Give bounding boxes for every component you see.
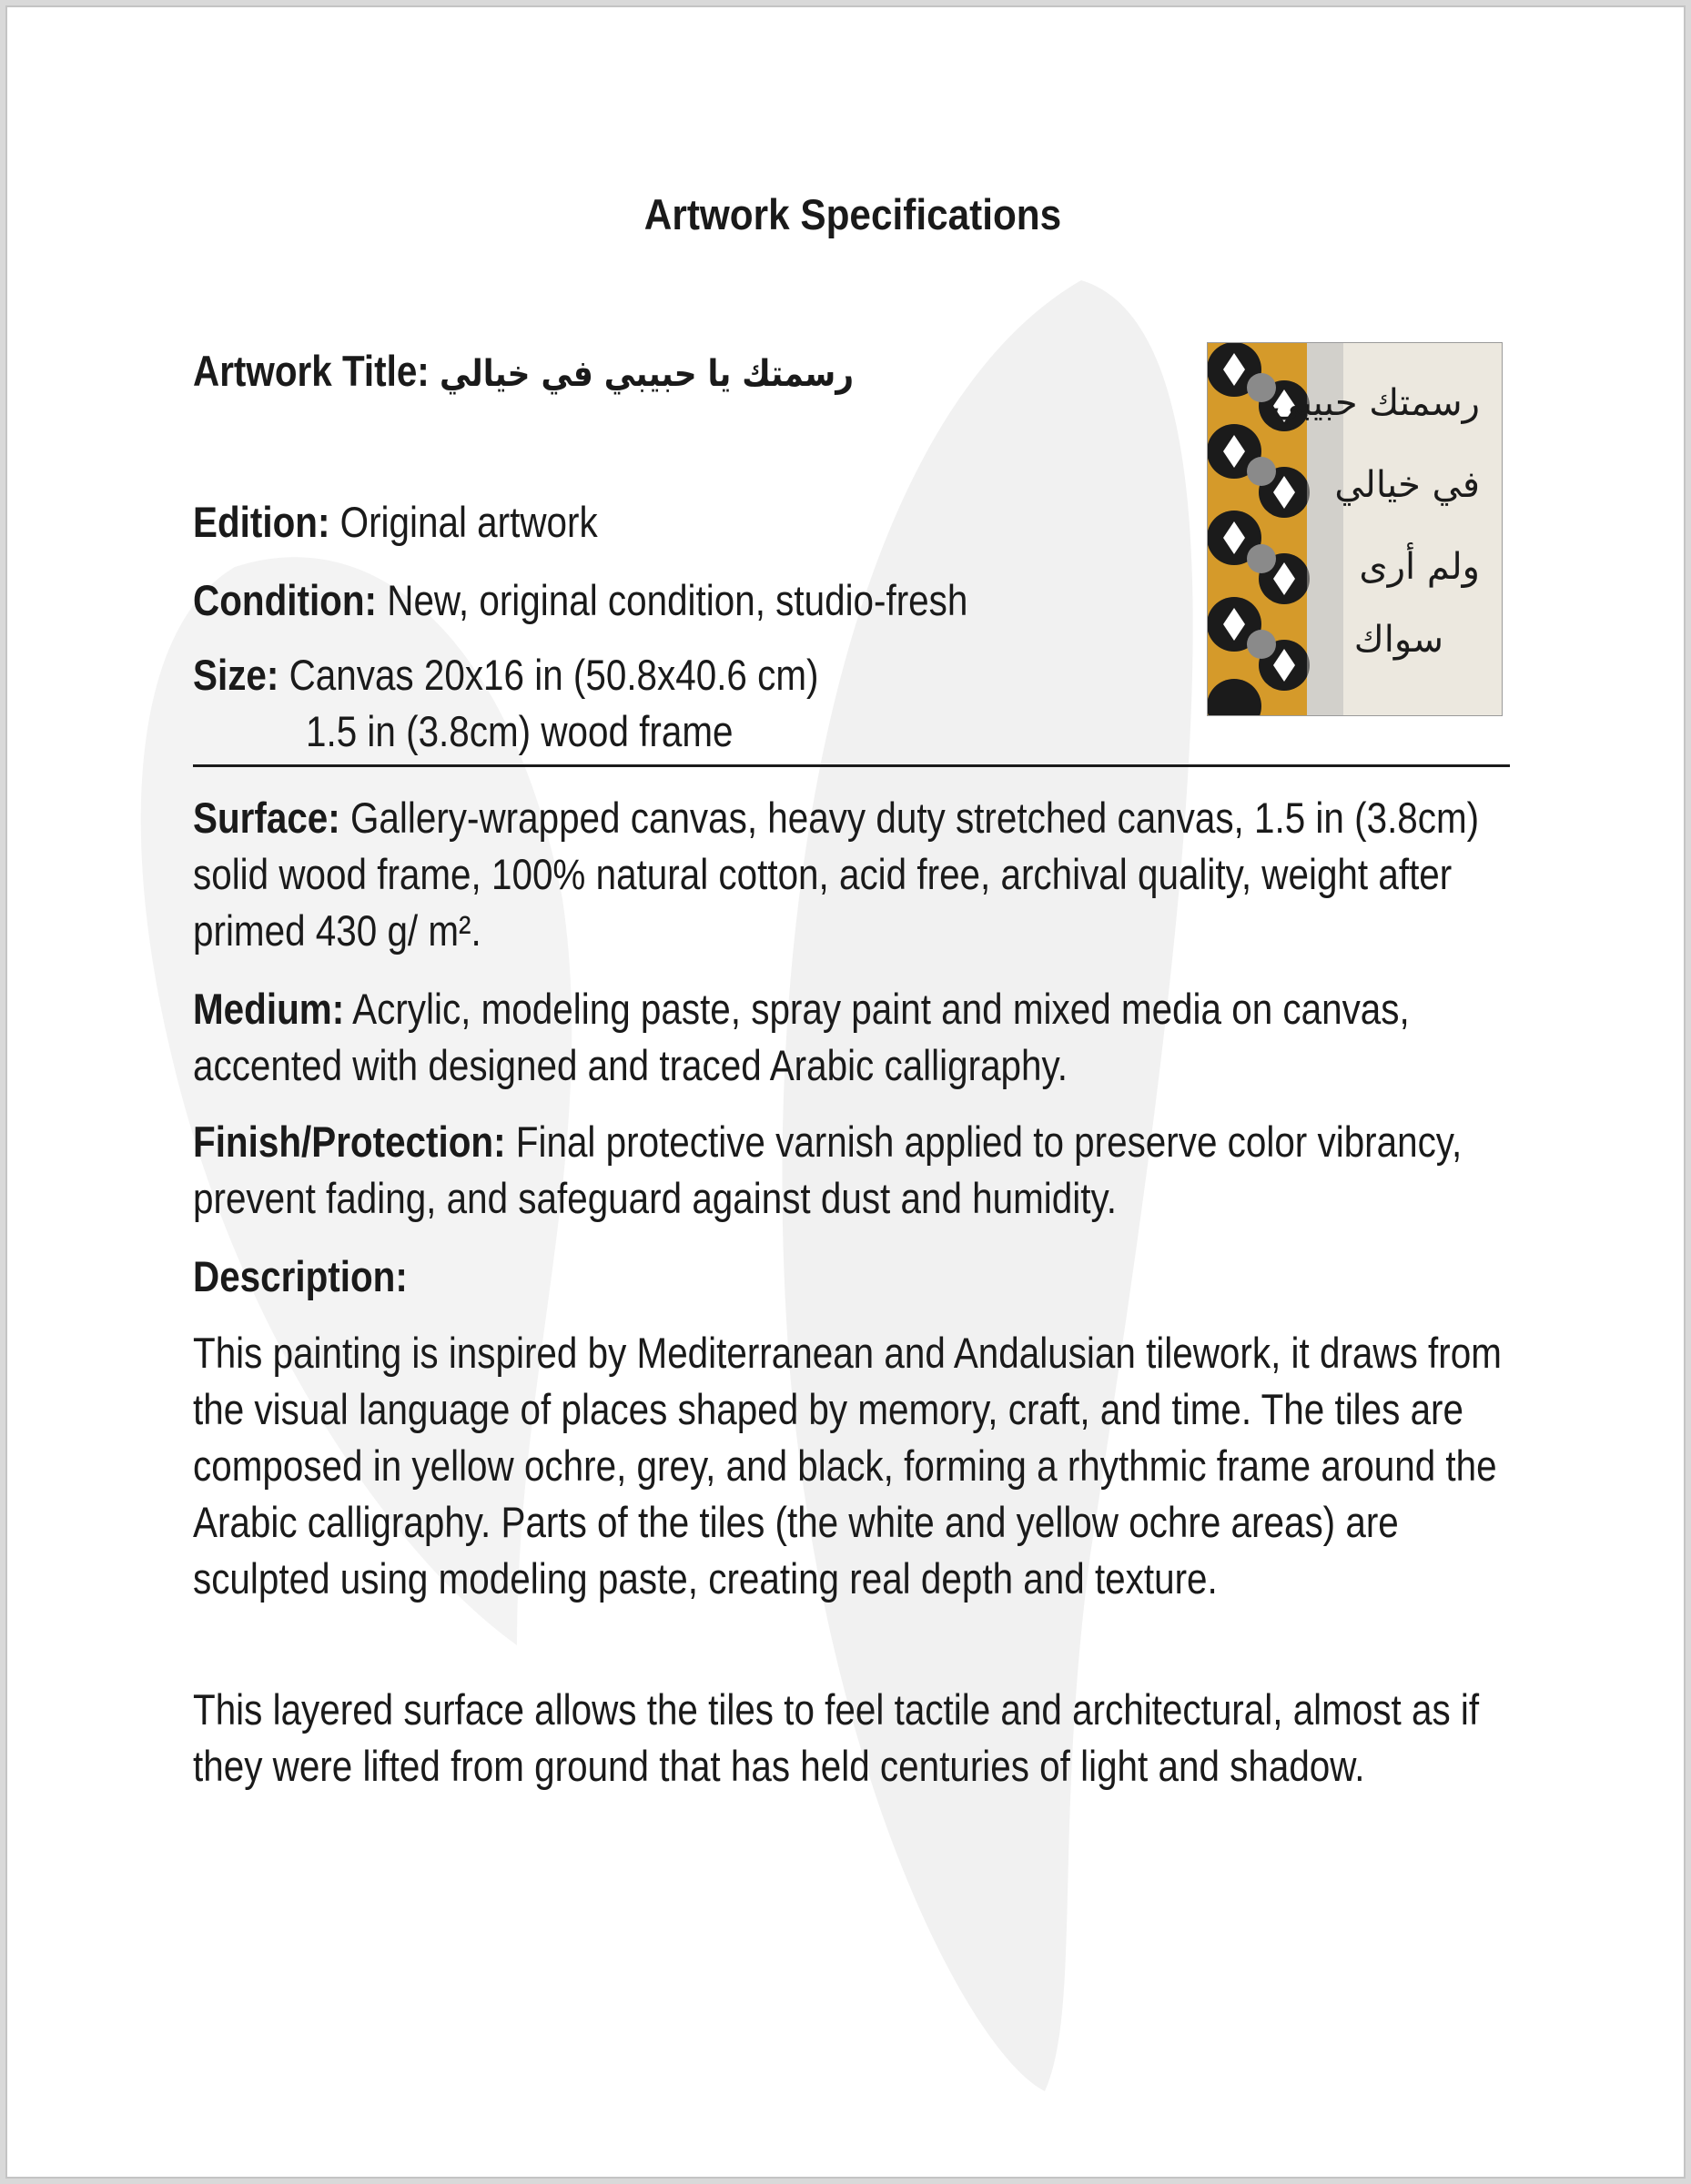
artwork-calligraphy-line-2: في خيالي [1334, 464, 1480, 506]
surface-block [193, 790, 1508, 959]
medium-block [193, 981, 1508, 1094]
description-paragraph-1: This painting is inspired by Mediterranean and Andalusian tilework, it draws from the visual language of places shaped by memory, craft, and time. The tiles are composed in yellow ochre, grey, and black, forming a rhythmic frame around the Arabic calligraphy. Parts of the tiles (the white and yellow ochre areas) are sculpted using modeling paste, creating real depth and texture. [193, 1329, 1502, 1603]
edition-value: Original artwork [339, 498, 598, 546]
artwork-title-value: رسمتك يا حبيبي في خيالي [440, 353, 855, 395]
section-divider [193, 764, 1510, 767]
artwork-calligraphy-line-4: سواك [1353, 619, 1443, 661]
document-page [5, 5, 1686, 2179]
surface-label: Surface: [193, 794, 340, 842]
artwork-calligraphy-line-1: رسمتك حبيبي [1271, 382, 1480, 424]
condition-value: New, original condition, studio-fresh [387, 576, 968, 624]
finish-block [193, 1114, 1508, 1227]
size-label: Size: [193, 651, 279, 699]
description-paragraph-2: This layered surface allows the tiles to feel tactile and architectural, almost as if they were lifted from ground that has held centuries of light and shadow. [193, 1685, 1480, 1790]
medium-label: Medium: [193, 985, 345, 1033]
finish-value: Final protective varnish applied to preserve color vibrancy, prevent fading, and safeguard against dust and humidity. [193, 1117, 1463, 1222]
size-line-2: 1.5 in (3.8cm) wood frame [306, 707, 734, 755]
condition-label: Condition: [193, 576, 378, 624]
surface-value: Gallery-wrapped canvas, heavy duty stretched canvas, 1.5 in (3.8cm) solid wood frame, 100% natural cotton, acid free, archival quality, weight after primed 430 g/ m². [193, 794, 1480, 955]
edition-label: Edition: [193, 498, 330, 546]
description-heading-block [193, 1249, 1508, 1305]
artwork-thumbnail [1207, 342, 1503, 716]
size-line-1: Canvas 20x16 in (50.8x40.6 cm) [289, 651, 819, 699]
description-label: Description: [193, 1252, 408, 1300]
artwork-calligraphy-line-3: ولم أرى [1359, 546, 1480, 588]
medium-value: Acrylic, modeling paste, spray paint and mixed media on canvas, accented with designed and traced Arabic calligraphy. [193, 985, 1410, 1089]
finish-label: Finish/Protection: [193, 1117, 506, 1166]
page-title: Artwork Specifications [643, 190, 1062, 238]
artwork-title-label: Artwork Title: [193, 347, 430, 395]
